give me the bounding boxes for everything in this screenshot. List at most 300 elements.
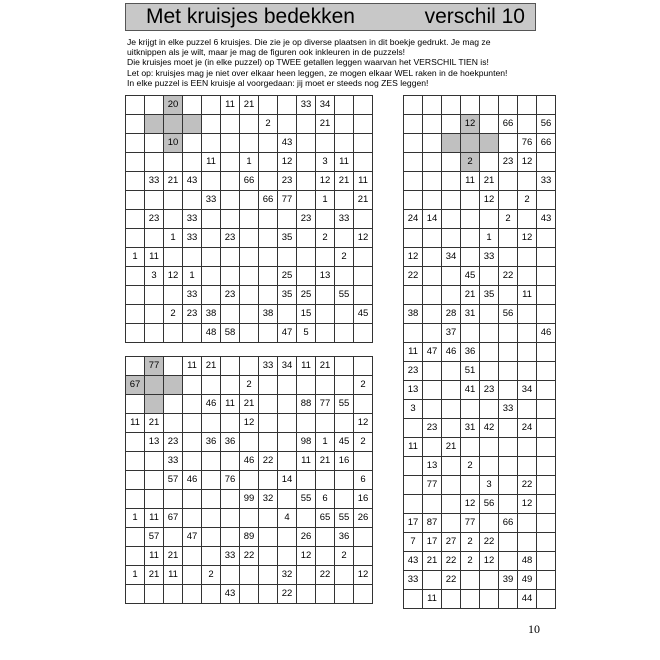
grid-cell[interactable]: 3 (404, 400, 423, 419)
grid-cell[interactable] (480, 571, 499, 590)
grid-cell[interactable] (278, 395, 297, 414)
grid-cell[interactable] (442, 267, 461, 286)
grid-cell[interactable] (335, 414, 354, 433)
grid-cell[interactable]: 99 (240, 490, 259, 509)
grid-cell[interactable]: 77 (423, 476, 442, 495)
grid-cell[interactable] (423, 362, 442, 381)
grid-cell[interactable] (537, 153, 556, 172)
grid-cell[interactable]: 21 (354, 191, 373, 210)
grid-cell[interactable] (202, 585, 221, 604)
grid-cell[interactable] (240, 357, 259, 376)
grid-cell[interactable] (518, 210, 537, 229)
grid-cell[interactable] (316, 585, 335, 604)
grid-cell[interactable] (404, 286, 423, 305)
grid-cell[interactable] (442, 362, 461, 381)
grid-cell[interactable]: 11 (297, 452, 316, 471)
grid-cell[interactable] (442, 115, 461, 134)
grid-cell[interactable] (126, 305, 145, 324)
grid-cell[interactable]: 23 (423, 419, 442, 438)
grid-cell[interactable] (126, 96, 145, 115)
grid-cell[interactable]: 2 (518, 191, 537, 210)
grid-cell[interactable] (404, 590, 423, 609)
grid-cell[interactable]: 77 (316, 395, 335, 414)
grid-cell[interactable]: 23 (278, 172, 297, 191)
grid-cell[interactable] (297, 153, 316, 172)
grid-cell[interactable]: 56 (499, 305, 518, 324)
grid-cell[interactable] (423, 324, 442, 343)
grid-cell[interactable]: 21 (164, 547, 183, 566)
grid-cell[interactable] (259, 433, 278, 452)
grid-cell[interactable] (278, 414, 297, 433)
grid-cell[interactable] (278, 248, 297, 267)
grid-cell[interactable] (202, 96, 221, 115)
grid-cell[interactable]: 2 (461, 552, 480, 571)
grid-cell[interactable] (202, 210, 221, 229)
grid-cell[interactable]: 11 (221, 96, 240, 115)
grid-cell[interactable] (278, 376, 297, 395)
grid-cell[interactable]: 11 (221, 395, 240, 414)
grid-cell[interactable] (442, 400, 461, 419)
grid-cell[interactable] (259, 172, 278, 191)
grid-cell[interactable] (202, 471, 221, 490)
grid-cell[interactable]: 11 (202, 153, 221, 172)
grid-cell[interactable] (183, 566, 202, 585)
grid-cell[interactable] (183, 433, 202, 452)
grid-cell[interactable] (537, 590, 556, 609)
grid-cell[interactable]: 23 (499, 153, 518, 172)
grid-cell[interactable] (499, 476, 518, 495)
grid-cell[interactable] (518, 324, 537, 343)
grid-cell[interactable]: 21 (145, 566, 164, 585)
grid-cell[interactable]: 76 (221, 471, 240, 490)
grid-cell[interactable] (518, 400, 537, 419)
grid-cell[interactable] (145, 153, 164, 172)
grid-cell[interactable]: 31 (461, 419, 480, 438)
grid-cell[interactable] (442, 191, 461, 210)
grid-cell[interactable]: 21 (442, 438, 461, 457)
grid-cell[interactable] (404, 134, 423, 153)
grid-cell[interactable]: 46 (202, 395, 221, 414)
grid-cell[interactable]: 33 (537, 172, 556, 191)
grid-cell[interactable] (354, 267, 373, 286)
grid-cell[interactable] (183, 134, 202, 153)
grid-cell[interactable] (145, 229, 164, 248)
grid-cell[interactable] (145, 305, 164, 324)
grid-cell[interactable]: 23 (164, 433, 183, 452)
grid-cell[interactable]: 57 (145, 528, 164, 547)
grid-cell[interactable] (442, 590, 461, 609)
grid-cell[interactable] (537, 533, 556, 552)
grid-cell[interactable] (278, 433, 297, 452)
grid-cell[interactable] (423, 96, 442, 115)
grid-cell[interactable] (126, 452, 145, 471)
grid-cell[interactable] (126, 395, 145, 414)
grid-cell[interactable]: 33 (297, 96, 316, 115)
grid-cell[interactable]: 55 (335, 395, 354, 414)
grid-cell[interactable] (259, 509, 278, 528)
grid-cell[interactable] (442, 286, 461, 305)
grid-cell[interactable] (259, 324, 278, 343)
grid-cell[interactable] (423, 571, 442, 590)
grid-cell[interactable] (423, 305, 442, 324)
grid-cell[interactable]: 5 (297, 324, 316, 343)
grid-cell[interactable] (518, 248, 537, 267)
grid-cell[interactable] (278, 305, 297, 324)
grid-cell[interactable] (126, 547, 145, 566)
grid-cell[interactable] (518, 96, 537, 115)
grid-cell[interactable] (461, 248, 480, 267)
grid-cell[interactable]: 11 (164, 566, 183, 585)
grid-cell[interactable] (423, 400, 442, 419)
grid-cell[interactable] (164, 376, 183, 395)
grid-cell[interactable] (423, 191, 442, 210)
grid-cell[interactable]: 11 (461, 172, 480, 191)
grid-cell[interactable] (480, 514, 499, 533)
grid-cell[interactable]: 12 (354, 566, 373, 585)
grid-cell[interactable] (316, 376, 335, 395)
grid-cell[interactable]: 21 (480, 172, 499, 191)
grid-cell[interactable]: 47 (423, 343, 442, 362)
grid-cell[interactable] (164, 585, 183, 604)
grid-cell[interactable]: 13 (423, 457, 442, 476)
grid-cell[interactable] (461, 590, 480, 609)
grid-cell[interactable] (240, 229, 259, 248)
grid-cell[interactable] (480, 590, 499, 609)
grid-cell[interactable] (423, 153, 442, 172)
grid-cell[interactable] (537, 419, 556, 438)
grid-cell[interactable] (145, 471, 164, 490)
grid-cell[interactable] (278, 96, 297, 115)
grid-cell[interactable] (354, 395, 373, 414)
grid-cell[interactable] (461, 96, 480, 115)
grid-cell[interactable]: 2 (461, 153, 480, 172)
grid-cell[interactable] (240, 566, 259, 585)
grid-cell[interactable] (537, 267, 556, 286)
grid-cell[interactable] (461, 476, 480, 495)
grid-cell[interactable]: 11 (183, 357, 202, 376)
grid-cell[interactable] (202, 286, 221, 305)
grid-cell[interactable]: 12 (480, 191, 499, 210)
grid-cell[interactable] (335, 357, 354, 376)
grid-cell[interactable] (145, 115, 164, 134)
grid-cell[interactable]: 22 (404, 267, 423, 286)
grid-cell[interactable] (278, 210, 297, 229)
grid-cell[interactable] (202, 248, 221, 267)
grid-cell[interactable] (240, 286, 259, 305)
grid-cell[interactable] (499, 419, 518, 438)
grid-cell[interactable] (354, 248, 373, 267)
grid-cell[interactable]: 43 (278, 134, 297, 153)
grid-cell[interactable]: 21 (335, 172, 354, 191)
grid-cell[interactable] (240, 585, 259, 604)
grid-cell[interactable] (259, 395, 278, 414)
grid-cell[interactable] (461, 210, 480, 229)
grid-cell[interactable] (335, 305, 354, 324)
grid-cell[interactable]: 48 (202, 324, 221, 343)
grid-cell[interactable]: 47 (183, 528, 202, 547)
grid-cell[interactable]: 13 (316, 267, 335, 286)
grid-cell[interactable]: 33 (404, 571, 423, 590)
grid-cell[interactable]: 56 (480, 495, 499, 514)
grid-cell[interactable] (423, 495, 442, 514)
grid-cell[interactable] (335, 471, 354, 490)
grid-cell[interactable]: 43 (221, 585, 240, 604)
grid-cell[interactable] (278, 452, 297, 471)
grid-cell[interactable] (537, 381, 556, 400)
grid-cell[interactable] (499, 248, 518, 267)
grid-cell[interactable] (297, 585, 316, 604)
grid-cell[interactable] (183, 96, 202, 115)
grid-cell[interactable]: 48 (518, 552, 537, 571)
grid-cell[interactable] (259, 210, 278, 229)
grid-cell[interactable] (202, 267, 221, 286)
grid-cell[interactable]: 33 (183, 286, 202, 305)
grid-cell[interactable] (126, 471, 145, 490)
grid-cell[interactable] (183, 509, 202, 528)
grid-cell[interactable] (537, 362, 556, 381)
grid-cell[interactable] (499, 457, 518, 476)
grid-cell[interactable] (145, 376, 164, 395)
grid-cell[interactable] (537, 305, 556, 324)
grid-cell[interactable] (404, 457, 423, 476)
grid-cell[interactable] (404, 153, 423, 172)
grid-cell[interactable] (442, 476, 461, 495)
grid-cell[interactable] (259, 414, 278, 433)
grid-cell[interactable] (354, 286, 373, 305)
grid-cell[interactable] (259, 267, 278, 286)
grid-cell[interactable] (354, 585, 373, 604)
grid-cell[interactable] (316, 286, 335, 305)
grid-cell[interactable] (404, 476, 423, 495)
grid-cell[interactable] (259, 96, 278, 115)
grid-cell[interactable]: 22 (442, 571, 461, 590)
grid-cell[interactable] (499, 286, 518, 305)
grid-cell[interactable]: 67 (126, 376, 145, 395)
grid-cell[interactable] (316, 210, 335, 229)
grid-cell[interactable] (316, 528, 335, 547)
grid-cell[interactable]: 26 (297, 528, 316, 547)
grid-cell[interactable] (240, 305, 259, 324)
grid-cell[interactable]: 22 (240, 547, 259, 566)
grid-cell[interactable] (423, 134, 442, 153)
grid-cell[interactable] (126, 115, 145, 134)
grid-cell[interactable] (202, 172, 221, 191)
grid-cell[interactable] (145, 134, 164, 153)
grid-cell[interactable] (461, 324, 480, 343)
grid-cell[interactable] (480, 457, 499, 476)
grid-cell[interactable] (221, 528, 240, 547)
grid-cell[interactable]: 33 (259, 357, 278, 376)
grid-cell[interactable] (221, 191, 240, 210)
grid-cell[interactable] (183, 324, 202, 343)
grid-cell[interactable] (278, 490, 297, 509)
grid-cell[interactable]: 28 (442, 305, 461, 324)
grid-cell[interactable]: 2 (259, 115, 278, 134)
grid-cell[interactable] (221, 414, 240, 433)
grid-cell[interactable]: 58 (221, 324, 240, 343)
grid-cell[interactable]: 55 (297, 490, 316, 509)
grid-cell[interactable] (499, 191, 518, 210)
grid-cell[interactable] (442, 457, 461, 476)
grid-cell[interactable] (518, 343, 537, 362)
grid-cell[interactable]: 3 (480, 476, 499, 495)
grid-cell[interactable]: 12 (480, 552, 499, 571)
grid-cell[interactable]: 11 (354, 172, 373, 191)
grid-cell[interactable] (240, 433, 259, 452)
grid-cell[interactable]: 23 (145, 210, 164, 229)
grid-cell[interactable] (461, 400, 480, 419)
grid-cell[interactable]: 22 (480, 533, 499, 552)
grid-cell[interactable] (221, 376, 240, 395)
grid-cell[interactable] (442, 172, 461, 191)
grid-cell[interactable] (221, 357, 240, 376)
grid-cell[interactable]: 25 (297, 286, 316, 305)
grid-cell[interactable]: 12 (297, 547, 316, 566)
grid-cell[interactable]: 88 (297, 395, 316, 414)
grid-cell[interactable]: 21 (461, 286, 480, 305)
grid-cell[interactable]: 22 (442, 552, 461, 571)
grid-cell[interactable]: 51 (461, 362, 480, 381)
grid-cell[interactable] (240, 210, 259, 229)
grid-cell[interactable] (297, 566, 316, 585)
grid-cell[interactable] (518, 115, 537, 134)
grid-cell[interactable] (126, 433, 145, 452)
grid-cell[interactable] (183, 395, 202, 414)
grid-cell[interactable]: 2 (499, 210, 518, 229)
grid-cell[interactable] (442, 134, 461, 153)
grid-cell[interactable]: 12 (404, 248, 423, 267)
grid-cell[interactable] (461, 191, 480, 210)
grid-cell[interactable]: 1 (480, 229, 499, 248)
grid-cell[interactable]: 2 (461, 533, 480, 552)
grid-cell[interactable] (221, 134, 240, 153)
grid-cell[interactable] (221, 210, 240, 229)
grid-cell[interactable]: 55 (335, 509, 354, 528)
grid-cell[interactable] (126, 324, 145, 343)
grid-cell[interactable] (259, 528, 278, 547)
grid-cell[interactable]: 33 (164, 452, 183, 471)
grid-cell[interactable] (202, 528, 221, 547)
grid-cell[interactable]: 1 (316, 191, 335, 210)
grid-cell[interactable] (221, 267, 240, 286)
grid-cell[interactable] (164, 210, 183, 229)
grid-cell[interactable] (480, 267, 499, 286)
grid-cell[interactable]: 1 (126, 248, 145, 267)
grid-cell[interactable]: 12 (461, 495, 480, 514)
grid-cell[interactable]: 12 (240, 414, 259, 433)
grid-cell[interactable]: 35 (278, 286, 297, 305)
grid-cell[interactable]: 1 (316, 433, 335, 452)
grid-cell[interactable] (297, 134, 316, 153)
grid-cell[interactable] (461, 134, 480, 153)
grid-cell[interactable] (278, 547, 297, 566)
grid-cell[interactable] (499, 343, 518, 362)
grid-cell[interactable] (259, 547, 278, 566)
grid-cell[interactable]: 6 (316, 490, 335, 509)
grid-cell[interactable] (518, 533, 537, 552)
grid-cell[interactable] (297, 509, 316, 528)
grid-cell[interactable] (480, 210, 499, 229)
grid-cell[interactable] (335, 134, 354, 153)
grid-cell[interactable]: 21 (316, 452, 335, 471)
grid-cell[interactable]: 21 (316, 115, 335, 134)
grid-cell[interactable] (442, 229, 461, 248)
grid-cell[interactable] (183, 452, 202, 471)
grid-cell[interactable]: 66 (537, 134, 556, 153)
grid-cell[interactable] (221, 305, 240, 324)
grid-cell[interactable] (335, 267, 354, 286)
grid-cell[interactable] (442, 210, 461, 229)
grid-cell[interactable] (537, 229, 556, 248)
grid-cell[interactable] (537, 343, 556, 362)
grid-cell[interactable]: 21 (240, 395, 259, 414)
grid-cell[interactable] (202, 509, 221, 528)
grid-cell[interactable]: 11 (145, 547, 164, 566)
grid-cell[interactable] (518, 457, 537, 476)
grid-cell[interactable] (423, 172, 442, 191)
grid-cell[interactable] (335, 191, 354, 210)
grid-cell[interactable] (537, 514, 556, 533)
grid-cell[interactable]: 33 (499, 400, 518, 419)
grid-cell[interactable] (164, 115, 183, 134)
grid-cell[interactable]: 77 (461, 514, 480, 533)
grid-cell[interactable] (499, 381, 518, 400)
grid-cell[interactable]: 2 (316, 229, 335, 248)
grid-cell[interactable] (316, 134, 335, 153)
grid-cell[interactable] (145, 585, 164, 604)
grid-cell[interactable] (461, 229, 480, 248)
grid-cell[interactable] (259, 376, 278, 395)
grid-cell[interactable] (354, 528, 373, 547)
grid-cell[interactable] (183, 248, 202, 267)
grid-cell[interactable] (537, 571, 556, 590)
grid-cell[interactable]: 38 (202, 305, 221, 324)
grid-cell[interactable] (480, 96, 499, 115)
grid-cell[interactable]: 46 (442, 343, 461, 362)
grid-cell[interactable] (499, 495, 518, 514)
grid-cell[interactable]: 55 (335, 286, 354, 305)
grid-cell[interactable] (221, 153, 240, 172)
grid-cell[interactable] (221, 172, 240, 191)
grid-cell[interactable] (202, 134, 221, 153)
grid-cell[interactable]: 1 (126, 566, 145, 585)
grid-cell[interactable]: 77 (278, 191, 297, 210)
grid-cell[interactable]: 46 (240, 452, 259, 471)
grid-cell[interactable]: 2 (240, 376, 259, 395)
grid-cell[interactable] (278, 528, 297, 547)
grid-cell[interactable]: 46 (537, 324, 556, 343)
grid-cell[interactable] (423, 229, 442, 248)
grid-cell[interactable] (537, 96, 556, 115)
grid-cell[interactable]: 38 (259, 305, 278, 324)
grid-cell[interactable]: 33 (335, 210, 354, 229)
grid-cell[interactable] (423, 438, 442, 457)
grid-cell[interactable] (202, 414, 221, 433)
grid-cell[interactable] (240, 115, 259, 134)
grid-cell[interactable] (145, 395, 164, 414)
grid-cell[interactable] (518, 362, 537, 381)
grid-cell[interactable] (404, 96, 423, 115)
grid-cell[interactable]: 35 (480, 286, 499, 305)
grid-cell[interactable]: 14 (278, 471, 297, 490)
grid-cell[interactable] (240, 509, 259, 528)
grid-cell[interactable] (354, 324, 373, 343)
grid-cell[interactable] (442, 495, 461, 514)
grid-cell[interactable]: 13 (145, 433, 164, 452)
grid-cell[interactable]: 32 (278, 566, 297, 585)
grid-cell[interactable] (335, 324, 354, 343)
grid-cell[interactable] (183, 414, 202, 433)
